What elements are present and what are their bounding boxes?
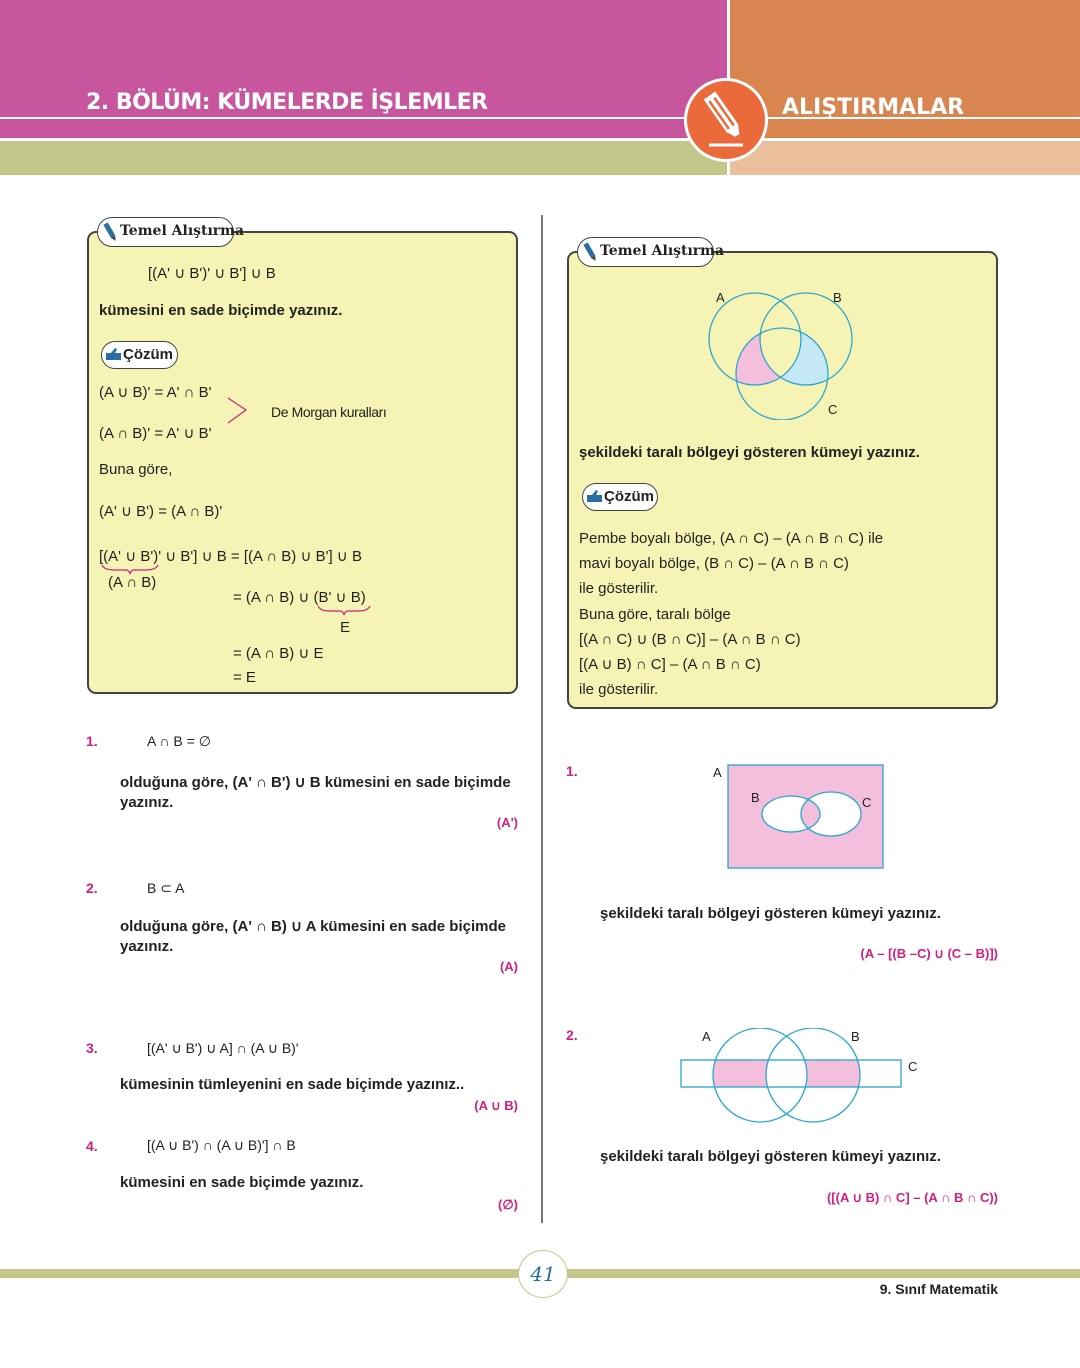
example-tag-label: Temel Alıştırma [120,223,245,239]
solution-step-5: = E [233,669,256,686]
example-tag-label: Temel Alıştırma [600,243,725,259]
step-3-under: E [340,619,351,636]
solution-line: mavi boyalı bölge, (B ∩ C) – (A ∩ B ∩ C) [579,555,849,572]
pencil-badge [684,78,768,162]
pencil-icon [102,221,120,243]
venn-label-c: C [862,795,872,810]
hand-pointer-icon [586,488,604,504]
exercise-number: 1. [566,763,578,779]
exercise-answer: (A – [(B –C) ∪ (C – B)]) [860,946,998,961]
exercise-answer: (A') [496,815,518,830]
exercise-given: B ⊂ A [147,880,185,896]
solution-line: ile gösterilir. [579,681,659,698]
exercise-answer: (A) [499,959,518,974]
exercise-answer: (∅) [498,1197,518,1212]
exercise-text: kümesinin tümleyenini en sade biçimde yazınız.. [120,1076,465,1093]
exercise-given: [(A' ∪ B') ∪ A] ∩ (A ∪ B)' [147,1040,299,1056]
venn-label-a: A [713,765,722,780]
solution-tag-label: Çözüm [123,346,173,363]
example-tag-left [97,217,245,247]
solution-tag-left [101,341,178,369]
exercise-number: 3. [86,1040,98,1056]
header-band-green [0,141,727,175]
step-2-under: (A ∩ B) [108,574,157,591]
book-title: 9. Sınıf Matematik [879,1281,998,1297]
solution-line: [(A ∩ C) ∪ (B ∩ C)] – (A ∩ B ∩ C) [579,631,801,648]
example-question: şekildeki taralı bölgeyi gösteren kümeyi yazınız. [579,444,920,461]
exercise-answer: ([(A ∪ B) ∩ C] – (A ∩ B ∩ C)) [826,1190,998,1205]
example-question: kümesini en sade biçimde yazınız. [99,302,343,319]
solution-line: Pembe boyalı bölge, (A ∩ C) – (A ∩ B ∩ C) ile [579,530,884,547]
venn-label-c: C [828,402,838,417]
venn-label-a: A [716,290,725,305]
header-rule-2 [0,138,1080,141]
hand-pointer-icon [105,346,123,362]
demorgan-label: De Morgan kuralları [271,404,387,420]
chapter-title: 2. BÖLÜM: KÜMELERDE İŞLEMLER [86,90,488,115]
exercise-number: 2. [86,880,98,896]
underbrace-2 [316,604,372,616]
solution-tag-right [582,483,658,511]
pencil-icon [687,81,765,159]
venn-diagram-exercise-1 [725,762,887,872]
venn-diagram-exercise-2 [678,1028,906,1124]
solution-so: Buna göre, [99,461,173,478]
exercise-number: 2. [566,1027,578,1043]
venn-label-a: A [702,1029,711,1044]
exercise-number: 4. [86,1138,98,1154]
solution-step-1: (A' ∪ B') = (A ∩ B)' [99,503,223,520]
exercise-number: 1. [86,733,98,749]
demorgan-rule-2: (A ∩ B)' = A' ∪ B' [99,425,212,442]
solution-line: ile gösterilir. [579,580,659,597]
solution-step-4: = (A ∩ B) ∪ E [233,645,324,662]
demorgan-rule-1: (A ∪ B)' = A' ∩ B' [99,384,212,401]
section-title: ALIŞTIRMALAR [782,95,965,120]
venn-label-b: B [851,1029,860,1044]
venn-label-c: C [908,1059,918,1074]
exercise-text: olduğuna göre, (A' ∩ B') ∪ B kümesini en sade biçimde [120,774,511,791]
solution-line: Buna göre, taralı bölge [579,606,731,623]
exercise-given: [(A ∪ B') ∩ (A ∪ B)'] ∩ B [147,1137,296,1153]
solution-step-3: = (A ∩ B) ∪ (B' ∪ B) [233,589,366,606]
exercise-given: A ∩ B = ∅ [147,733,211,749]
exercise-text: olduğuna göre, (A' ∩ B) ∪ A kümesini en sade biçimde [120,918,506,935]
example-tag-right [577,237,725,267]
pencil-icon [582,241,600,263]
page-number: 41 [518,1250,568,1298]
rule-bracket-icon [226,396,250,426]
exercise-text: yazınız. [120,794,174,811]
solution-line: [(A ∪ B) ∩ C] – (A ∩ B ∩ C) [579,656,761,673]
example-expression: [(A' ∪ B')' ∪ B'] ∪ B [148,265,276,282]
venn-label-b: B [751,790,760,805]
solution-step-2: [(A' ∪ B')' ∪ B'] ∪ B = [(A ∩ B) ∪ B'] ∪ B [99,548,362,565]
venn-label-b: B [833,290,842,305]
column-divider [541,215,543,1223]
exercise-text: yazınız. [120,938,174,955]
header-band-peach [730,141,1080,175]
exercise-question: şekildeki taralı bölgeyi gösteren kümeyi yazınız. [600,905,941,922]
venn-diagram-example [700,285,870,420]
exercise-question: şekildeki taralı bölgeyi gösteren kümeyi yazınız. [600,1148,941,1165]
solution-tag-label: Çözüm [604,488,654,505]
exercise-text: kümesini en sade biçimde yazınız. [120,1174,364,1191]
exercise-answer: (A ∪ B) [474,1098,518,1113]
